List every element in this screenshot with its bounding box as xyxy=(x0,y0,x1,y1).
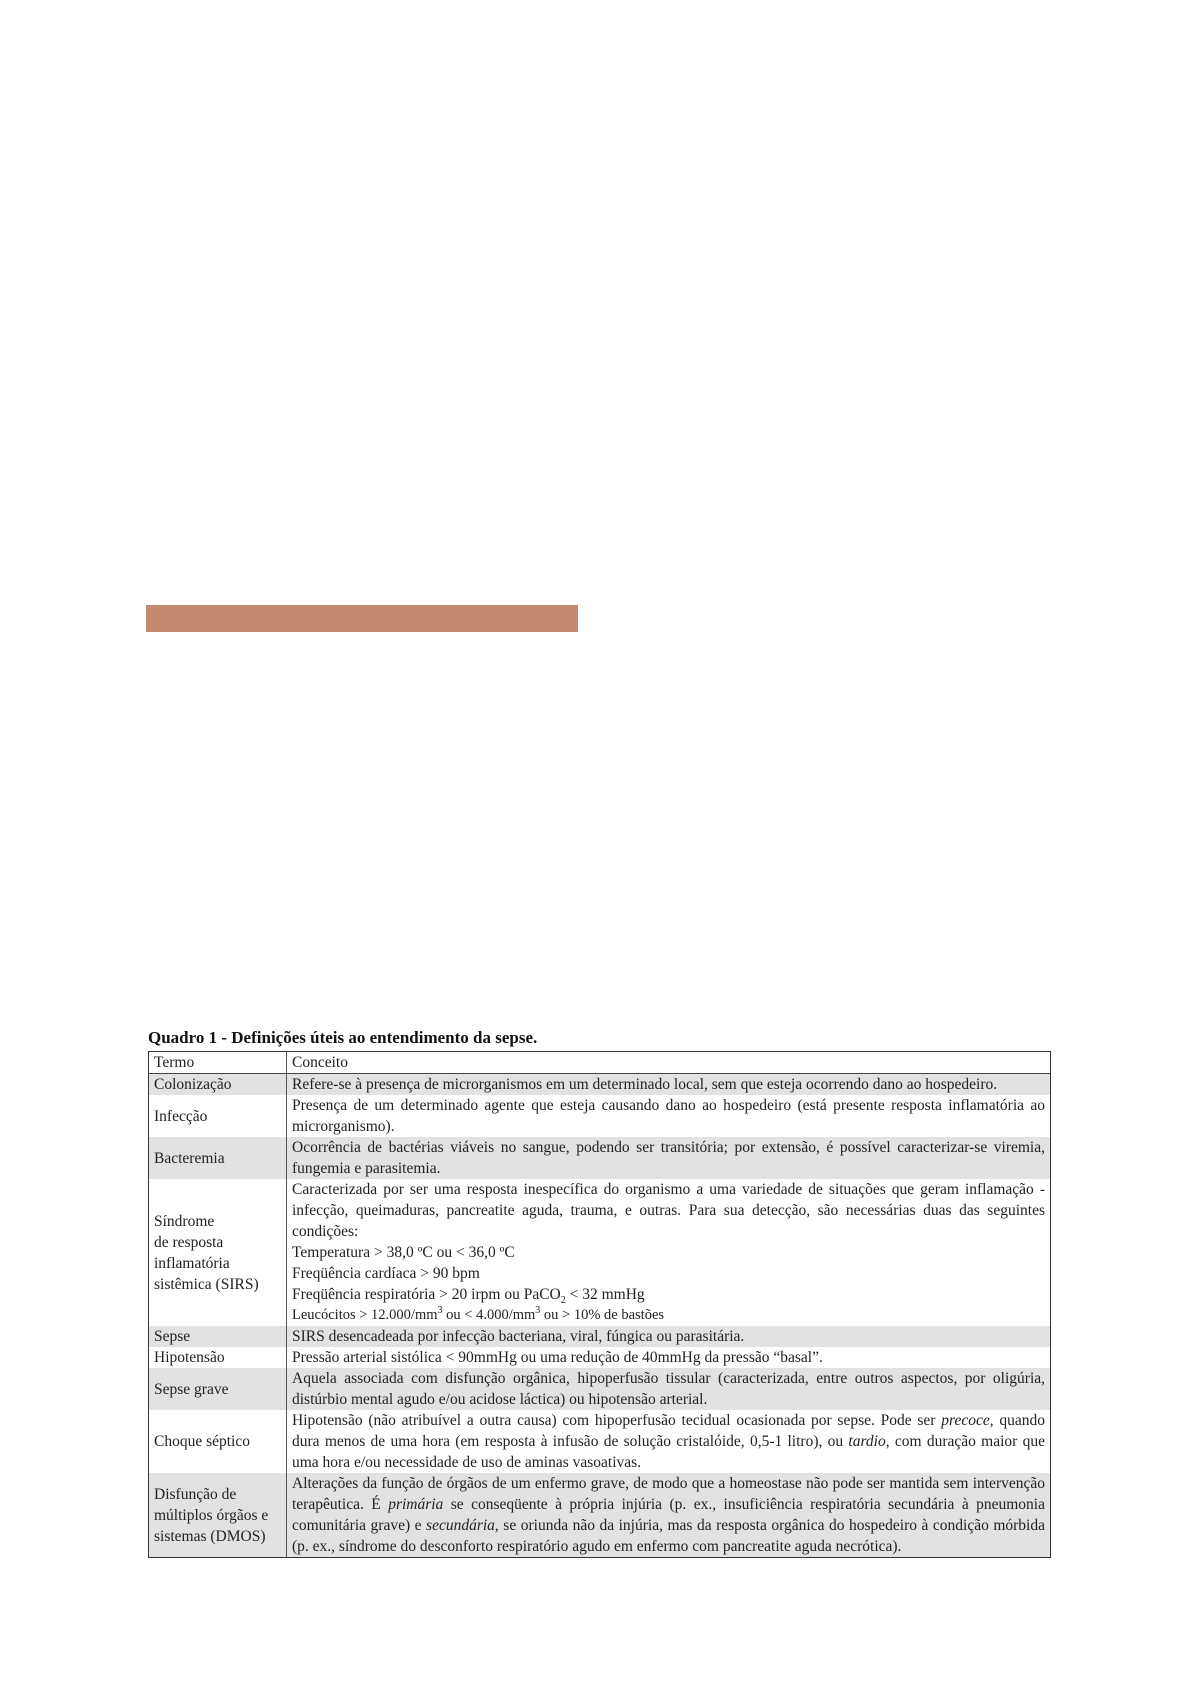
dmos-primaria: primária xyxy=(388,1496,444,1513)
leuko-text-a: Leucócitos > 12.000/mm xyxy=(292,1307,438,1323)
table-header-row xyxy=(149,1052,1051,1074)
sirs-criterion-temperature: Temperatura > 38,0 ºC ou < 36,0 ºC xyxy=(292,1244,515,1261)
leuko-sup-2: 3 xyxy=(535,1305,541,1317)
term-cell xyxy=(149,1473,287,1558)
table-row-infeccao xyxy=(149,1095,1051,1137)
choque-text-1: Hipotensão (não atribuível a outra causa) com hipoperfusão tecidual ocasionada por sepse. Pode ser xyxy=(292,1412,942,1429)
definitions-table xyxy=(148,1051,1051,1558)
resp-text-b: < 32 mmHg xyxy=(565,1286,645,1303)
table-row-dmos xyxy=(149,1473,1051,1558)
concept-cell xyxy=(287,1473,1051,1558)
leuko-text-c: ou > 10% de bastões xyxy=(540,1307,665,1323)
choque-tardio: tardio xyxy=(848,1433,886,1450)
decorative-color-band xyxy=(146,605,578,632)
term-cell xyxy=(149,1179,287,1326)
resp-subscript: 2 xyxy=(560,1295,566,1307)
sirs-intro: Caracterizada por ser uma resposta inespecífica do organismo a uma variedade de situações que geram inflamação - infecção, queimaduras, pancreatite aguda, trauma, e outras. Para sua detecção, são necessárias duas das seguintes condições: xyxy=(292,1181,1045,1240)
table-row-choque-septico xyxy=(149,1410,1051,1473)
term-cell: Colonização xyxy=(149,1074,287,1096)
dmos-text-2: se conseqüente à própria injúria (p. ex., insuficiência respiratória secundária à pneumonia comunitária grave) e xyxy=(292,1496,1045,1534)
table-caption: Quadro 1 - Definições úteis ao entendimento da sepse. xyxy=(148,1028,538,1047)
table-row-hipotensao xyxy=(149,1347,1051,1368)
concept-cell: Presença de um determinado agente que esteja causando dano ao hospedeiro (está presente resposta inflamatória ao microrganismo). xyxy=(292,1097,1045,1135)
concept-cell: Ocorrência de bactérias viáveis no sangue, podendo ser transitória; por extensão, é possível caracterizar-se viremia, fungemia e parasitemia. xyxy=(287,1137,1051,1179)
term-cell: Bacteremia xyxy=(149,1137,287,1179)
term-line: sistêmica (SIRS) xyxy=(154,1275,259,1293)
concept-cell xyxy=(287,1179,1051,1326)
concept-cell: Refere-se à presença de microrganismos em um determinado local, sem que esteja ocorrendo dano ao hospedeiro. xyxy=(287,1074,1051,1096)
concept-cell xyxy=(287,1410,1051,1473)
choque-text-2: , quando dura menos de uma hora (em resposta à infusão de solução cristalóide, 0,5-1 litro), ou xyxy=(292,1412,1045,1450)
header-term: Termo xyxy=(149,1052,287,1074)
term-cell: Choque séptico xyxy=(149,1410,287,1473)
concept-cell: Aquela associada com disfunção orgânica, hipoperfusão tissular (caracterizada, entre outros aspectos, por oligúria, distúrbio mental agudo e/ou acidose láctica) ou hipotensão arterial. xyxy=(287,1368,1051,1410)
table-row-bacteremia xyxy=(149,1137,1051,1179)
term-line: sistemas (DMOS) xyxy=(154,1527,266,1545)
concept-cell: Pressão arterial sistólica < 90mmHg ou uma redução de 40mmHg da pressão “basal”. xyxy=(292,1349,823,1366)
term-line: Disfunção de xyxy=(154,1485,237,1503)
table-row-sepse-grave xyxy=(149,1368,1051,1410)
table-row-colonizacao xyxy=(149,1074,1051,1096)
sirs-criterion-leukocytes xyxy=(292,1305,1045,1326)
dmos-text-1: Alterações da função de órgãos de um enfermo grave, de modo que a homeostase não pode ser mantida sem intervenção terapêutica. É xyxy=(292,1475,1045,1513)
term-line: de resposta xyxy=(154,1233,224,1251)
table-row-sepse xyxy=(149,1326,1051,1347)
table-row-sirs xyxy=(149,1179,1051,1326)
leuko-sup-1: 3 xyxy=(437,1305,443,1317)
dmos-text-3: , se oriunda não da injúria, mas da resposta orgânica do hospedeiro à condição mórbida (p. ex., síndrome do desconforto respiratório agudo em enfermo com pancreatite aguda necrótica). xyxy=(292,1517,1045,1555)
leuko-text-b: ou < 4.000/mm xyxy=(442,1307,536,1323)
term-line: Síndrome xyxy=(154,1212,215,1230)
choque-precoce: precoce xyxy=(941,1412,990,1429)
term-line: múltiplos órgãos e xyxy=(154,1506,269,1524)
term-line: inflamatória xyxy=(154,1254,230,1272)
dmos-secundaria: secundária xyxy=(426,1517,495,1534)
term-cell: Sepse grave xyxy=(149,1368,287,1410)
sirs-criterion-respiratory xyxy=(292,1284,1045,1305)
header-concept: Conceito xyxy=(287,1052,1051,1074)
term-cell: Hipotensão xyxy=(149,1347,287,1368)
sirs-criterion-heart-rate: Freqüência cardíaca > 90 bpm xyxy=(292,1265,480,1282)
resp-text-a: Freqüência respiratória > 20 irpm ou PaCO xyxy=(292,1286,561,1303)
choque-text-3: , com duração maior que uma hora e/ou necessidade de uso de aminas vasoativas. xyxy=(292,1433,1045,1471)
term-cell: Sepse xyxy=(149,1326,287,1347)
term-cell: Infecção xyxy=(149,1095,287,1137)
concept-cell: SIRS desencadeada por infecção bacteriana, viral, fúngica ou parasitária. xyxy=(287,1326,1051,1347)
